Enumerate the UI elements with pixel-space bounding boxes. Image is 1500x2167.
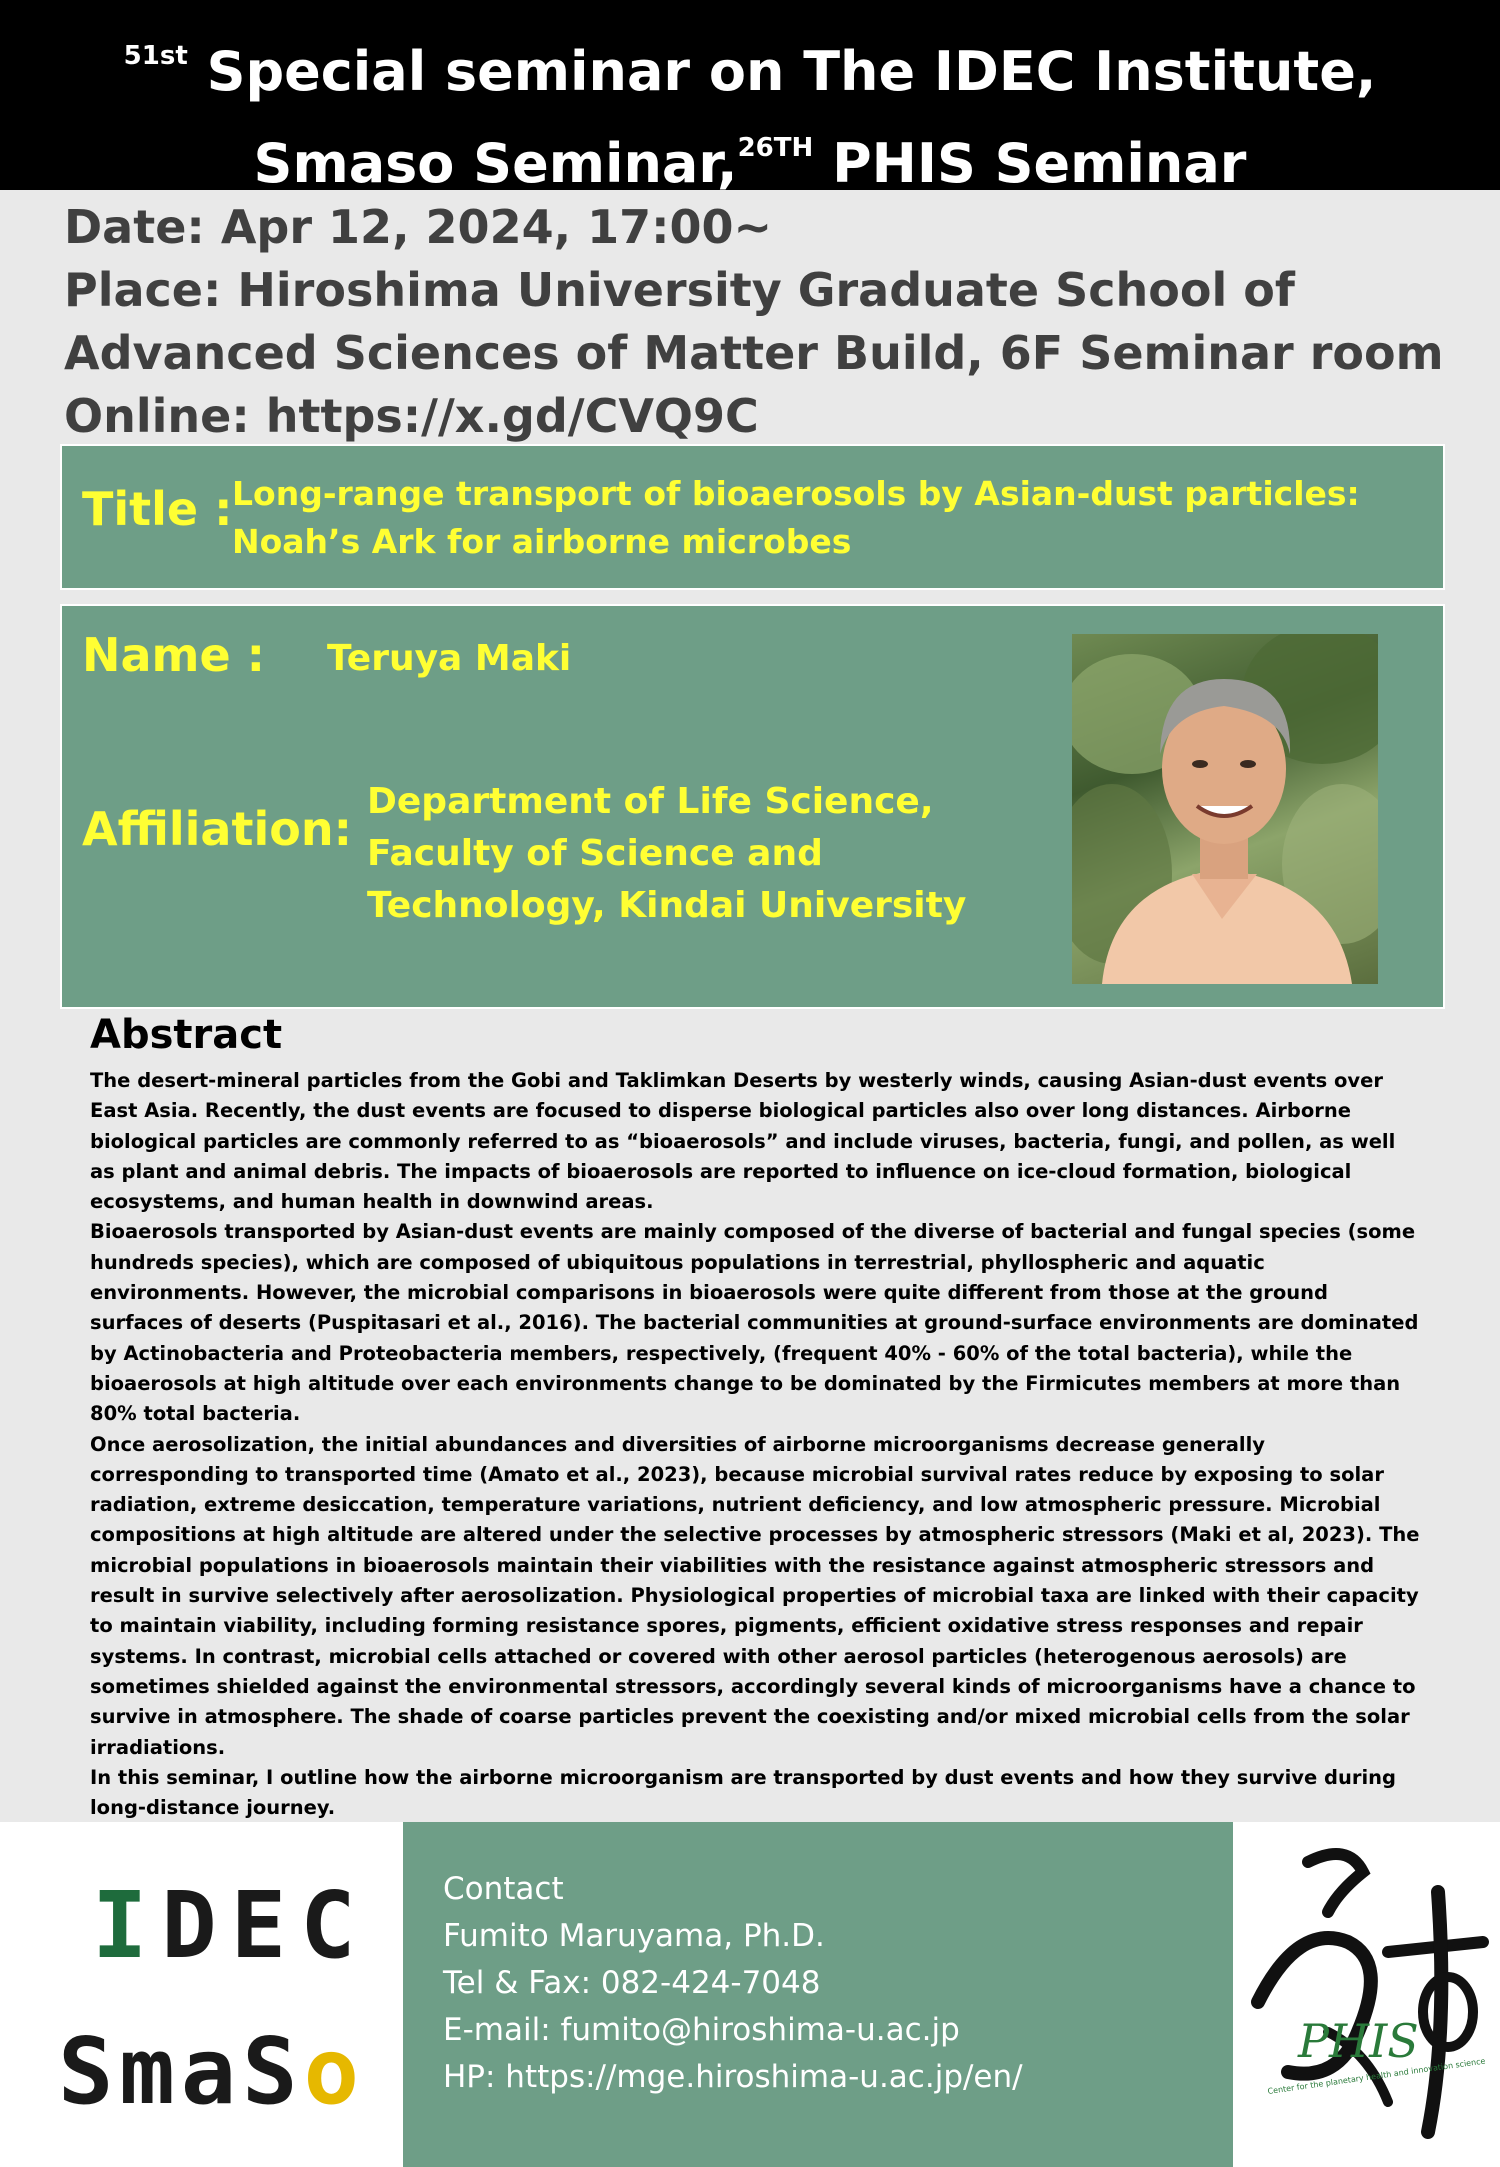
contact-heading: Contact xyxy=(443,1871,564,1907)
phis-calligraphy-logo xyxy=(1238,1832,1493,2157)
footer xyxy=(0,1822,1500,2167)
header-banner xyxy=(0,0,1500,195)
speaker-name: Teruya Maki xyxy=(327,638,572,679)
idec-logo xyxy=(92,1872,370,1979)
affiliation-line-3: Technology, Kindai University xyxy=(367,885,967,926)
abstract-section xyxy=(90,1010,1420,1823)
contact-homepage[interactable]: HP: https://mge.hiroshima-u.ac.jp/en/ xyxy=(443,2059,1023,2095)
event-online-link[interactable]: Online: https://x.gd/CVQ9C xyxy=(64,389,759,443)
header-line-2 xyxy=(0,110,1500,202)
event-info xyxy=(64,196,1464,448)
speaker-affiliation xyxy=(367,776,1047,932)
smaso-logo xyxy=(58,2018,365,2125)
affiliation-line-1: Department of Life Science, xyxy=(367,781,934,822)
abstract-paragraph: Bioaerosols transported by Asian-dust events are mainly composed of the diverse of bacterial and fungal species (some hundreds species), which are composed of ubiquitous populations in terrestrial, phyllospheric and aquatic environments. However, the microbial comparisons in bioaerosols were quite different from those at the ground surfaces of deserts (Puspitasari et al., 2016). The bacterial communities at ground-surface environments are dominated by Actinobacteria and Proteobacteria members, respectively, (frequent 40% - 60% of the total bacteria), while the bioaerosols at high altitude over each environments change to be dominated by the Firmicutes members at more than 80% total bacteria. xyxy=(90,1220,1419,1426)
phis-logo xyxy=(1238,1832,1493,2157)
idec-logo-rest: DEC xyxy=(161,1872,370,1979)
smaso-logo-last: o xyxy=(303,2018,365,2125)
title-box xyxy=(60,444,1445,590)
header-title-2b: PHIS Seminar xyxy=(832,132,1247,195)
event-date: Date: Apr 12, 2024, 17:00~ xyxy=(64,200,773,254)
header-line-1 xyxy=(0,0,1500,110)
phis-logo-text: PHIS xyxy=(1298,2014,1419,2068)
contact-email[interactable]: E-mail: fumito@hiroshima-u.ac.jp xyxy=(443,2012,960,2048)
header-title-1: Special seminar on The IDEC Institute, xyxy=(206,40,1377,103)
speaker-photo xyxy=(1072,634,1378,984)
event-place-line-1: Place: Hiroshima University Graduate School of xyxy=(64,263,1295,317)
phis-logo-subtitle: Center for the planetary health and innovation science xyxy=(1267,2056,1486,2096)
abstract-paragraph: The desert-mineral particles from the Gobi and Taklimkan Deserts by westerly winds, causing Asian-dust events over East Asia. Recently, the dust events are focused to disperse biological particles also over long distances. Airborne biological particles are commonly referred to as “bioaerosols” and include viruses, bacteria, fungi, and pollen, as well as plant and animal debris. The impacts of bioaerosols are reported to influence on ice-cloud formation, biological ecosystems, and human health in downwind areas. xyxy=(90,1069,1396,1214)
contact-box xyxy=(403,1822,1233,2167)
event-place-line-2: Advanced Sciences of Matter Build, 6F Seminar room xyxy=(64,326,1444,380)
talk-title: Long-range transport of bioaerosols by Asian-dust particles: Noah’s Ark for airborne microbes xyxy=(232,474,1360,561)
abstract-paragraph: Once aerosolization, the initial abundances and diversities of airborne microorganisms decrease generally corresponding to transported time (Amato et al., 2023), because microbial survival rates reduce by exposing to solar radiation, extreme desiccation, temperature variations, nutrient deficiency, and low atmospheric pressure. Microbial compositions at high altitude are altered under the selective processes by atmospheric stressors (Maki et al, 2023). The microbial populations in bioaerosols maintain their viabilities with the resistance against atmospheric stressors and result in survive selectively after aerosolization. Physiological properties of microbial taxa are linked with their capacity to maintain viability, including forming resistance spores, pigments, efficient oxidative stress responses and repair systems. In contrast, microbial cells attached or covered with other aerosol particles (heterogenous aerosols) are sometimes shielded against the environmental stressors, accordingly several kinds of microorganisms have a chance to survive in atmosphere. The shade of coarse particles prevent the coexisting and/or mixed microbial cells from the solar irradiations. xyxy=(90,1432,1420,1759)
speaker-portrait-image xyxy=(1072,634,1378,984)
idec-logo-initial: I xyxy=(92,1872,162,1979)
affiliation-line-2: Faculty of Science and xyxy=(367,833,823,874)
name-label: Name : xyxy=(82,628,266,682)
contact-tel: Tel & Fax: 082-424-7048 xyxy=(443,1965,821,2001)
speaker-box xyxy=(60,604,1445,1009)
seminar-number: 51st xyxy=(123,41,188,71)
affiliation-label: Affiliation: xyxy=(82,802,352,856)
abstract-paragraph: In this seminar, I outline how the airborne microorganism are transported by dust events and how they survive during long-distance journey. xyxy=(90,1765,1396,1820)
title-label: Title : xyxy=(82,482,233,536)
header-title-2a: Smaso Seminar, xyxy=(253,132,738,195)
phis-number: 26TH xyxy=(737,133,814,163)
smaso-logo-main: SmaS xyxy=(58,2018,304,2125)
abstract-heading: Abstract xyxy=(90,1012,283,1058)
contact-name: Fumito Maruyama, Ph.D. xyxy=(443,1918,825,1954)
